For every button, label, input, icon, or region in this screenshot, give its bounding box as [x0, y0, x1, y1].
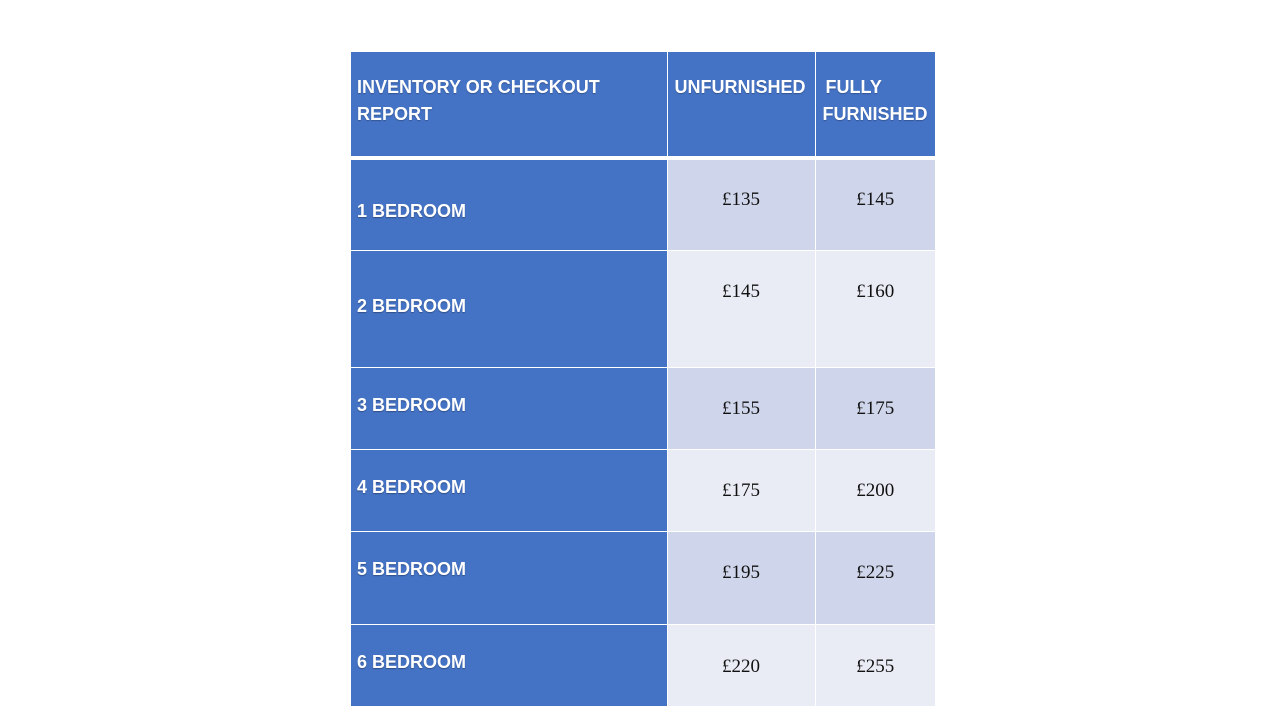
header-row	[351, 52, 935, 158]
header-fully-line1: FULLY	[825, 77, 882, 97]
table-row	[351, 158, 935, 250]
row-label	[351, 531, 667, 624]
price-unfurnished	[667, 449, 815, 531]
price-furnished	[815, 531, 935, 624]
price-unfurnished	[667, 158, 815, 250]
price-furnished	[815, 250, 935, 367]
row-label-text: 5 BEDROOM	[357, 558, 467, 579]
row-label	[351, 158, 667, 250]
price-text: £255	[856, 655, 895, 677]
row-label	[351, 449, 667, 531]
price-text: £220	[722, 655, 760, 677]
row-label	[351, 624, 667, 706]
table-row	[351, 367, 935, 449]
price-text: £175	[722, 479, 760, 501]
table-row	[351, 449, 935, 531]
row-label	[351, 250, 667, 367]
price-text: £135	[722, 189, 760, 210]
price-unfurnished	[667, 531, 815, 624]
price-furnished	[815, 449, 935, 531]
price-text: £145	[856, 189, 895, 210]
table-row	[351, 624, 935, 706]
table-row	[351, 250, 935, 367]
header-unfurnished: UNFURNISHED	[667, 52, 815, 158]
price-furnished	[815, 158, 935, 250]
price-text: £200	[856, 479, 895, 501]
price-furnished	[815, 624, 935, 706]
row-label-text: 2 BEDROOM	[357, 295, 467, 316]
price-unfurnished	[667, 367, 815, 449]
row-label-text: 6 BEDROOM	[357, 651, 467, 672]
row-label-text: 1 BEDROOM	[357, 201, 467, 221]
pricing-table	[351, 52, 935, 706]
price-text: £175	[856, 397, 895, 419]
price-text: £195	[722, 561, 760, 583]
price-text: £155	[722, 397, 760, 419]
price-text: £225	[856, 561, 895, 583]
table-row	[351, 531, 935, 624]
row-label-text: 4 BEDROOM	[357, 476, 467, 497]
price-furnished	[815, 367, 935, 449]
price-unfurnished	[667, 250, 815, 367]
header-fully-furnished	[815, 52, 935, 158]
row-label-text: 3 BEDROOM	[357, 394, 467, 415]
price-text: £160	[856, 280, 895, 302]
header-fully-line2: FURNISHED	[822, 104, 928, 124]
row-label	[351, 367, 667, 449]
price-unfurnished	[667, 624, 815, 706]
price-text: £145	[722, 280, 760, 302]
header-report-type: INVENTORY OR CHECKOUT REPORT	[351, 52, 667, 158]
